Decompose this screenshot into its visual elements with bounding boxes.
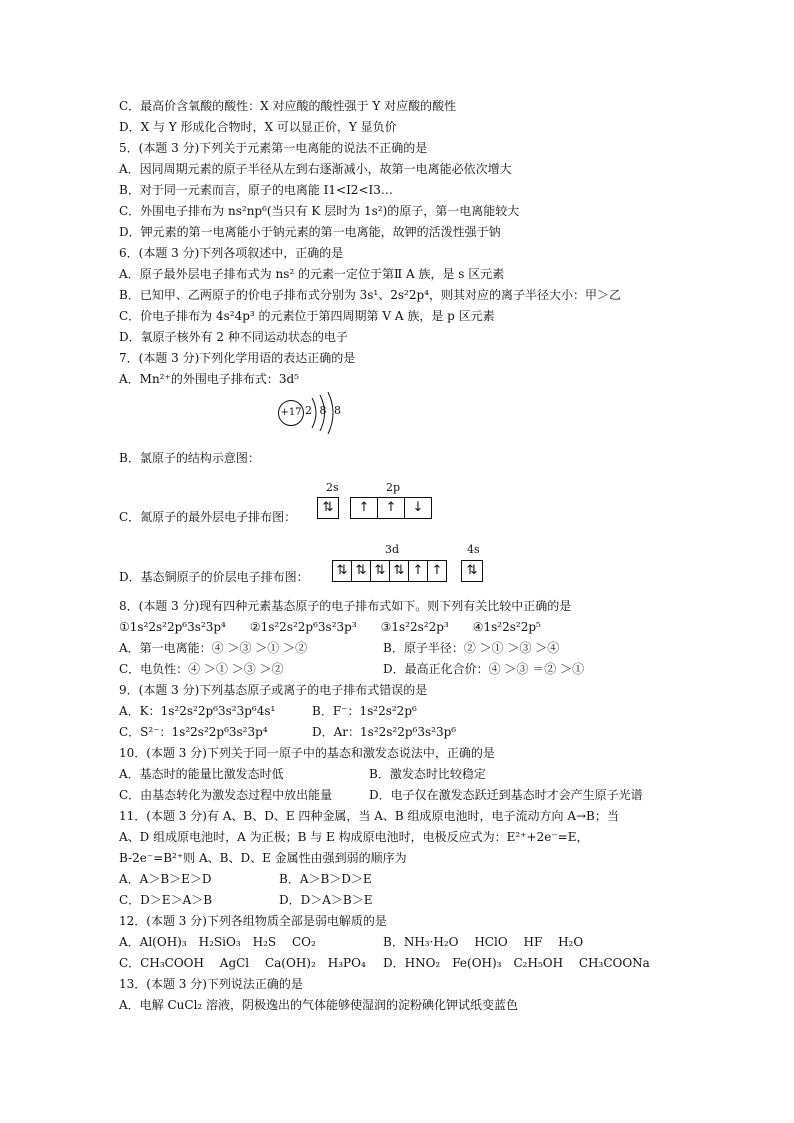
option-a: A．第一电离能：④ ＞③ ＞① ＞② — [119, 641, 308, 655]
option-pair — [119, 703, 759, 719]
option-c: C．D＞E＞A＞B — [119, 893, 213, 907]
option-pair — [119, 766, 759, 782]
option-line: B．已知甲、乙两原子的价电子排布式分别为 3s¹、2s²2p⁴，则其对应的离子半径大小：甲＞乙 — [119, 288, 621, 302]
option-d: D．Ar：1s²2s²2p⁶3s²3p⁶ — [312, 725, 457, 739]
chlorine-structure-diagram — [278, 392, 348, 434]
option-line: C．价电子排布为 4s²4p³ 的元素位于第四周期第 Ⅴ A 族，是 p 区元素 — [119, 309, 495, 323]
orbital-box: ⇅ — [333, 561, 352, 581]
orbital-label-3d: 3d — [385, 543, 400, 556]
option-c: C．S²⁻：1s²2s²2p⁶3s²3p⁴ — [119, 725, 268, 739]
text-line: A、D 组成原电池时，A 为正极；B 与 E 构成原电池时，电极反应式为：E²⁺+2e⁻=E， — [119, 830, 589, 844]
question-12: 12．(本题 3 分)下列各组物质全部是弱电解质的是 — [119, 914, 387, 928]
option-b: B．原子半径：② ＞① ＞③ ＞④ — [383, 641, 560, 655]
option-d: D．最高正化合价：④ ＞③ ＝② ＞① — [383, 662, 585, 676]
option-b: B．NH₃·H₂O HClO HF H₂O — [383, 935, 584, 949]
question-8: 8．(本题 3 分)现有四种元素基态原子的电子排布式如下。则下列有关比较中正确的是 — [119, 599, 572, 613]
question-13: 13．(本题 3 分)下列说法正确的是 — [119, 977, 303, 991]
text-line: B-2e⁻=B²⁺则 A、B、D、E 金属性由强到弱的顺序为 — [119, 851, 407, 865]
option-a: A．A＞B＞E＞D — [119, 872, 212, 886]
option-c: C．CH₃COOH AgCl Ca(OH)₂ H₃PO₄ — [119, 956, 366, 970]
orbital-box: ↑ — [409, 561, 428, 581]
option-b: B．激发态时比较稳定 — [369, 767, 486, 781]
option-line: D．基态铜原子的价层电子排布图： — [119, 570, 309, 584]
question-11: 11．(本题 3 分)有 A、B、D、E 四种金属，当 A、B 组成原电池时，电子流动方向 A→B；当 — [119, 809, 619, 823]
option-a: A．基态时的能量比激发态时低 — [119, 767, 284, 781]
option-pair — [119, 892, 759, 908]
orbital-label-2p: 2p — [386, 481, 401, 494]
orbital-box: ⇅ — [466, 563, 478, 578]
option-d: D．D＞A＞B＞E — [279, 893, 373, 907]
orbital-label-2s: 2s — [326, 481, 339, 494]
orbital-box: ↑ — [431, 563, 443, 578]
option-d: D．电子仅在激发态跃迁到基态时才会产生原子光谱 — [369, 788, 643, 802]
option-pair — [119, 640, 759, 656]
option-pair — [119, 934, 759, 950]
orbital-box: ⇅ — [352, 561, 371, 581]
text-line: D．X 与 Y 形成化合物时，X 可以显正价，Y 显负价 — [119, 120, 397, 134]
option-a: A．K：1s²2s²2p⁶3s²3p⁶4s¹ — [119, 704, 276, 718]
option-line: B．氯原子的结构示意图： — [119, 451, 260, 465]
option-line: D．氧原子核外有 2 种不同运动状态的电子 — [119, 330, 348, 344]
option-pair — [119, 955, 759, 971]
question-7: 7．(本题 3 分)下列化学用语的表达正确的是 — [119, 351, 356, 365]
orbital-box: ⇅ — [390, 561, 409, 581]
option-pair — [119, 787, 759, 803]
option-line: D．钾元素的第一电离能小于钠元素的第一电离能，故钾的活泼性强于钠 — [119, 225, 501, 239]
shell-electrons: 2 8 8 — [305, 404, 343, 417]
option-b: B．A＞B＞D＞E — [279, 872, 372, 886]
option-line: C．氮原子的最外层电子排布图： — [119, 510, 297, 524]
orbital-label-4s: 4s — [467, 543, 480, 556]
orbital-box: ↑ — [378, 498, 405, 518]
option-line: A．原子最外层电子排布式为 ns² 的元素一定位于第Ⅱ A 族，是 s 区元素 — [119, 267, 505, 281]
option-line: C．外围电子排布为 ns²np⁶(当只有 K 层时为 1s²)的原子，第一电离能较大 — [119, 204, 520, 218]
orbital-box: ⇅ — [371, 561, 390, 581]
option-pair — [119, 871, 759, 887]
question-5: 5．(本题 3 分)下列关于元素第一电离能的说法不正确的是 — [119, 141, 428, 155]
shell-arcs-icon — [278, 392, 348, 434]
question-9: 9．(本题 3 分)下列基态原子或离子的电子排布式错误的是 — [119, 683, 428, 697]
option-line: A．电解 CuCl₂ 溶液，阴极逸出的气体能够使湿润的淀粉碘化钾试纸变蓝色 — [119, 998, 519, 1012]
option-d: D．HNO₂ Fe(OH)₃ C₂H₅OH CH₃COONa — [383, 956, 650, 970]
orbital-box: ⇅ — [322, 500, 334, 515]
option-c: C．由基态转化为激发态过程中放出能量 — [119, 788, 333, 802]
orbital-box: ↓ — [412, 500, 424, 515]
electron-configs: ①1s²2s²2p⁶3s²3p⁴ ②1s²2s²2p⁶3s²3p³ ③1s²2s²2p³ ④1s²2s²2p⁵ — [119, 620, 541, 634]
question-10: 10．(本题 3 分)下列关于同一原子中的基态和激发态说法中，正确的是 — [119, 746, 495, 760]
option-a: A．Al(OH)₃ H₂SiO₃ H₂S CO₂ — [119, 935, 316, 949]
option-line: B．对于同一元素而言，原子的电离能 I1<I2<I3… — [119, 183, 393, 197]
option-line: A．因同周期元素的原子半径从左到右逐渐减小，故第一电离能必依次增大 — [119, 162, 512, 176]
option-line: A．Mn²⁺的外围电子排布式：3d⁵ — [119, 372, 299, 386]
orbital-box: ↑ — [351, 498, 378, 518]
option-c: C．电负性：④ ＞① ＞③ ＞② — [119, 662, 284, 676]
option-pair — [119, 724, 759, 740]
text-line: C．最高价含氧酸的酸性：X 对应酸的酸性强于 Y 对应酸的酸性 — [119, 99, 457, 113]
option-b: B．F⁻：1s²2s²2p⁶ — [312, 704, 417, 718]
question-6: 6．(本题 3 分)下列各项叙述中，正确的是 — [119, 246, 344, 260]
option-pair — [119, 661, 759, 677]
nucleus: +17 — [278, 400, 304, 426]
